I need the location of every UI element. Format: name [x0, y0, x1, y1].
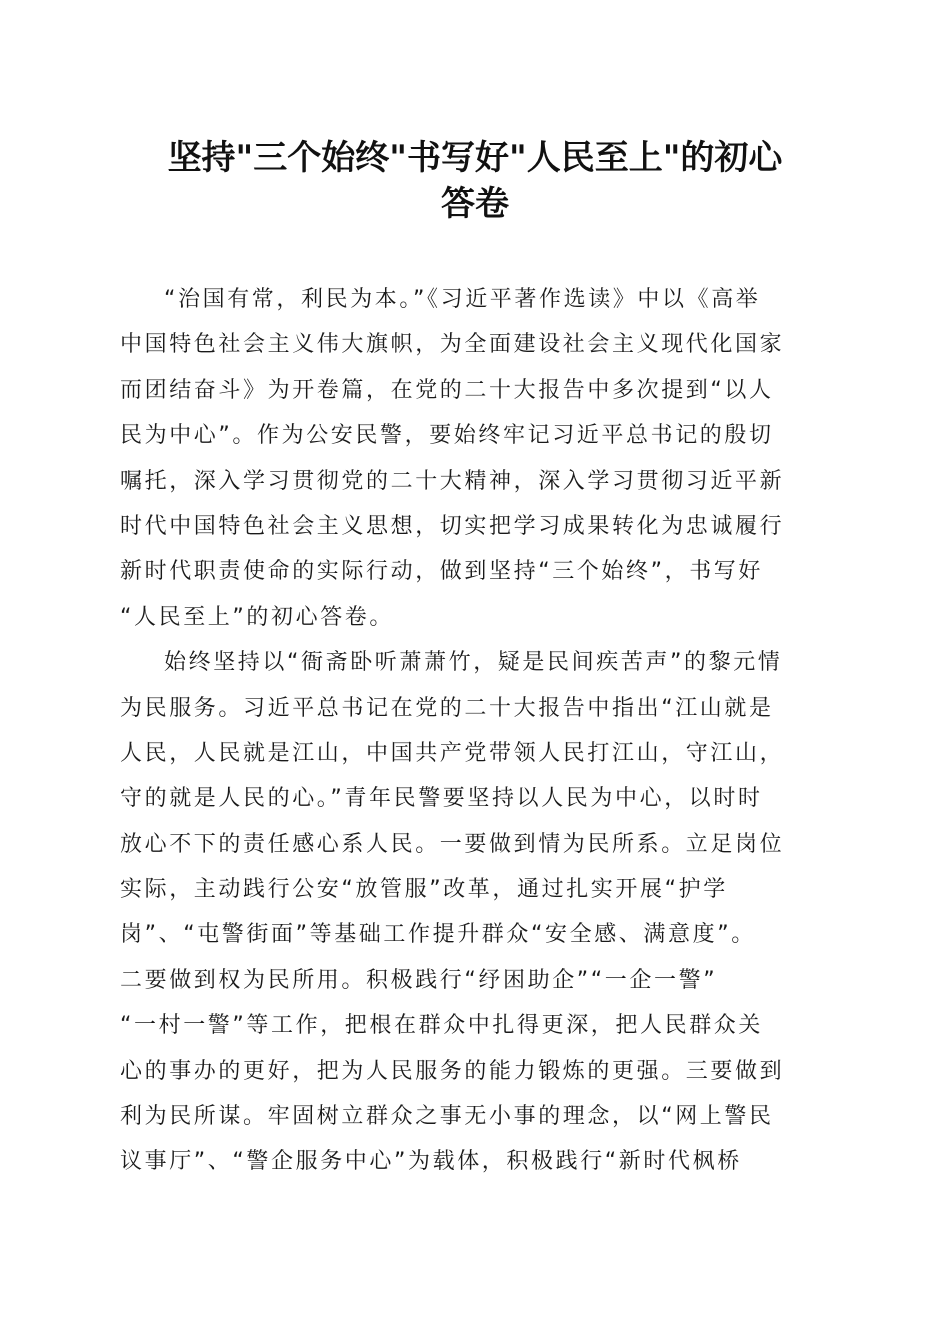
text-line: 议事厅”、“警企服务中心”为载体，积极践行“新时代枫桥 [120, 1149, 742, 1175]
title-line-2: 答卷 [441, 184, 509, 224]
text-line: “治国有常，利民为本。”《习近平著作选读》中以《高举 [164, 287, 761, 312]
title-line-1: 坚持"三个始终"书写好"人民至上"的初心 [167, 138, 783, 178]
text-line: 时代中国特色社会主义思想，切实把学习成果转化为忠诚履行 [120, 513, 785, 539]
text-line: 二要做到权为民所用。积极践行“纾困助企”“一企一警” [120, 967, 718, 993]
text-line: 放心不下的责任感心系人民。一要做到情为民所系。立足岗位 [120, 831, 785, 857]
text-line: 人民，人民就是江山，中国共产党带领人民打江山，守江山， [120, 740, 785, 766]
text-line: 利为民所谋。牢固树立群众之事无小事的理念，以“网上警民 [120, 1104, 774, 1130]
text-line: 新时代职责使命的实际行动，做到坚持“三个始终”，书写好 [120, 559, 763, 585]
document-title [100, 135, 850, 227]
document-body [120, 277, 832, 1185]
text-line: 岗”、“屯警街面”等基础工作提升群众“安全感、满意度”。 [120, 922, 756, 948]
text-line: “人民至上”的初心答卷。 [120, 604, 394, 630]
text-line: 为民服务。习近平总书记在党的二十大报告中指出“江山就是 [120, 695, 774, 721]
text-line: 民为中心”。作为公安民警，要始终牢记习近平总书记的殷切 [120, 423, 774, 449]
text-line: 始终坚持以“衙斋卧听萧萧竹，疑是民间疾苦声”的黎元情 [164, 650, 783, 676]
text-line: 嘱托，深入学习贯彻党的二十大精神，深入学习贯彻习近平新 [120, 468, 785, 494]
text-line: 实际，主动践行公安“放管服”改革，通过扎实开展“护学 [120, 877, 728, 903]
paragraph-2 [120, 640, 832, 1185]
text-line: 守的就是人民的心。”青年民警要坚持以人民为中心，以时时 [120, 786, 763, 812]
text-line: 而团结奋斗》为开卷篇，在党的二十大报告中多次提到“以人 [120, 377, 774, 403]
text-line: “一村一警”等工作，把根在群众中扎得更深，把人民群众关 [120, 1013, 763, 1039]
paragraph-1 [120, 277, 832, 640]
text-line: 中国特色社会主义伟大旗帜，为全面建设社会主义现代化国家 [120, 332, 785, 358]
text-line: 心的事办的更好，把为人民服务的能力锻炼的更强。三要做到 [120, 1058, 785, 1084]
